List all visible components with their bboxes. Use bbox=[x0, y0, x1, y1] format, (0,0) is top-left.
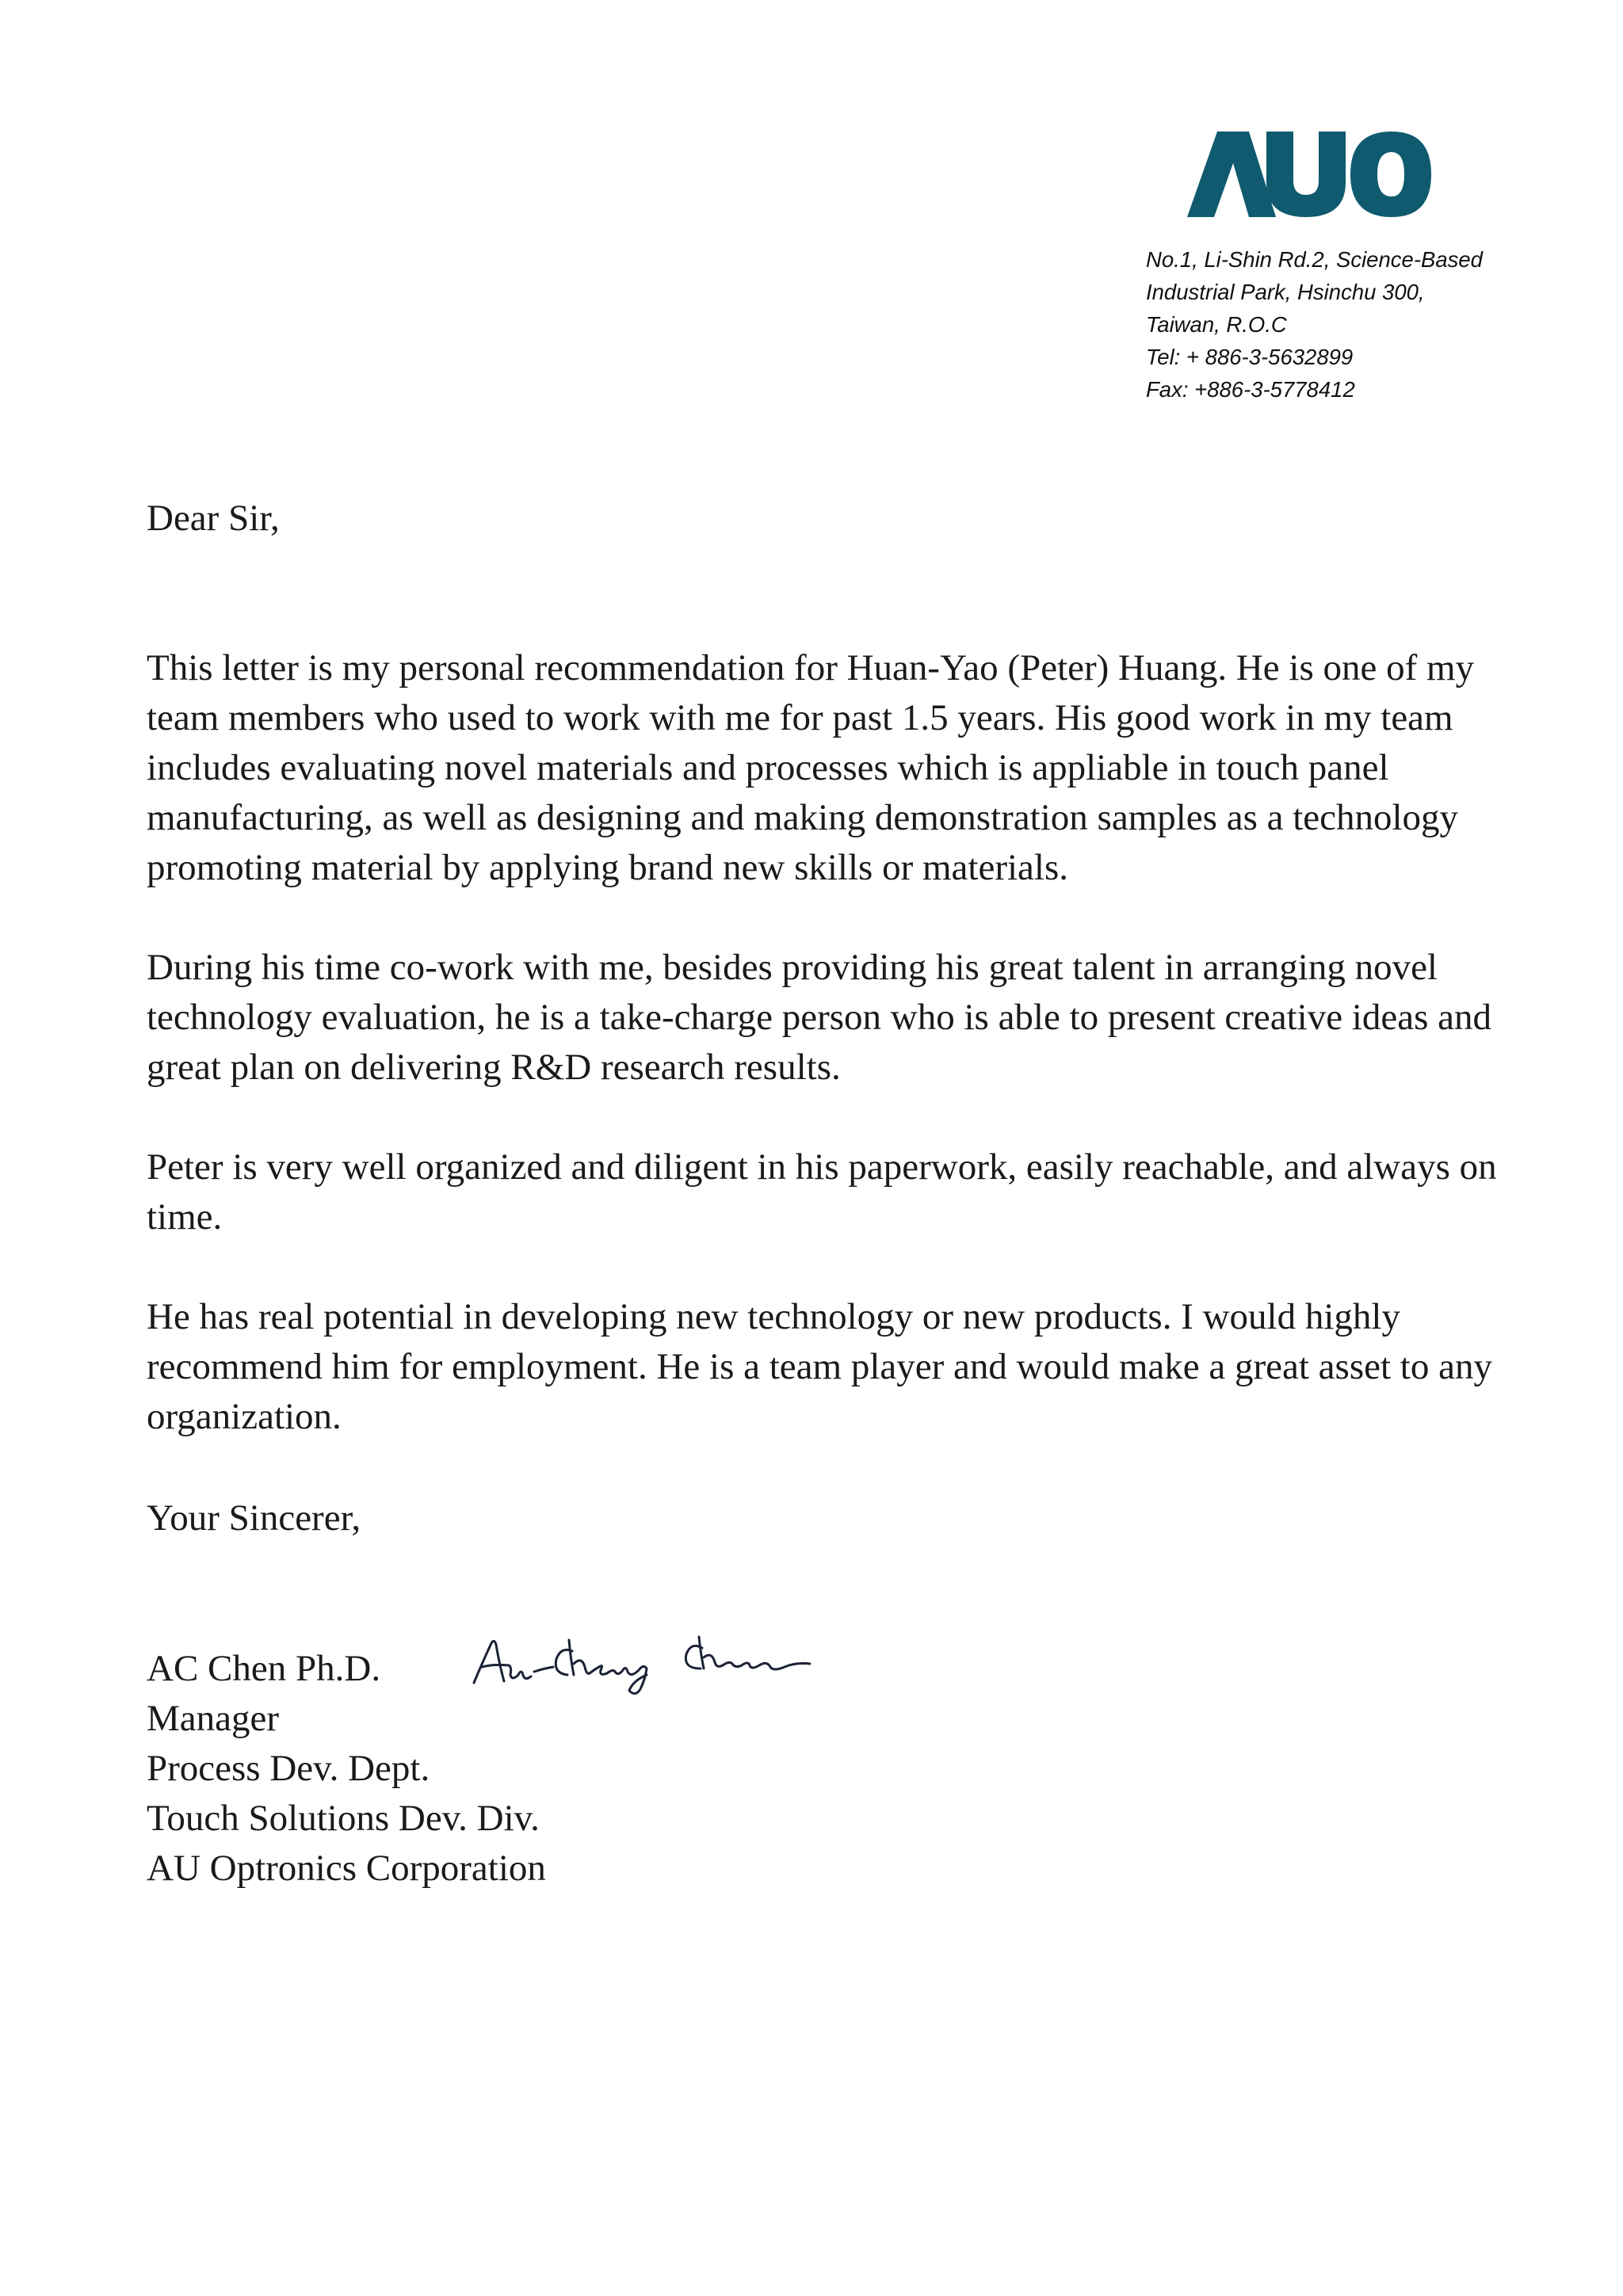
body-line: During his time co-work with me, besides providing his great talent in arranging novel bbox=[147, 947, 1438, 988]
paragraph-recommendation bbox=[147, 643, 1494, 893]
body-line: He has real potential in developing new technology or new products. I would highly bbox=[147, 1296, 1400, 1337]
body-line: manufacturing, as well as designing and making demonstration samples as a technology bbox=[147, 797, 1459, 838]
auo-logo bbox=[1187, 132, 1431, 217]
letter-body bbox=[147, 643, 1497, 1492]
paragraph-cowork bbox=[147, 943, 1494, 1093]
signer-name: AC Chen Ph.D. bbox=[147, 1648, 381, 1689]
address-line: Taiwan, R.O.C bbox=[1146, 312, 1287, 337]
body-line: great plan on delivering R&D research results. bbox=[147, 1047, 841, 1088]
fax-line: Fax: +886-3-5778412 bbox=[1146, 377, 1355, 402]
body-line: time. bbox=[147, 1196, 223, 1238]
body-line: promoting material by applying brand new skills or materials. bbox=[147, 847, 1068, 888]
body-line: recommend him for employment. He is a team player and would make a great asset to any bbox=[147, 1346, 1492, 1387]
company-address bbox=[1146, 243, 1590, 406]
body-line: includes evaluating novel materials and processes which is appliable in touch panel bbox=[147, 747, 1389, 788]
body-line: Peter is very well organized and diligent in his paperwork, easily reachable, and always on bbox=[147, 1146, 1497, 1188]
signer-company: AU Optronics Corporation bbox=[147, 1848, 546, 1889]
body-line: technology evaluation, he is a take-charge person who is able to present creative ideas and bbox=[147, 997, 1492, 1038]
body-line: This letter is my personal recommendation for Huan-Yao (Peter) Huang. He is one of my bbox=[147, 647, 1475, 688]
closing: Your Sincerer, bbox=[147, 1497, 361, 1539]
telephone-line: Tel: + 886-3-5632899 bbox=[1146, 345, 1354, 369]
greeting: Dear Sir, bbox=[147, 498, 280, 539]
handwritten-signature bbox=[471, 1632, 819, 1703]
signer-department: Process Dev. Dept. bbox=[147, 1748, 430, 1789]
paragraph-organized bbox=[147, 1142, 1497, 1242]
body-line: team members who used to work with me for past 1.5 years. His good work in my team bbox=[147, 697, 1453, 738]
address-line: Industrial Park, Hsinchu 300, bbox=[1146, 280, 1425, 304]
paragraph-potential bbox=[147, 1292, 1494, 1442]
body-line: organization. bbox=[147, 1396, 342, 1437]
signer-division: Touch Solutions Dev. Div. bbox=[147, 1798, 540, 1839]
signer-title: Manager bbox=[147, 1698, 280, 1739]
address-line: No.1, Li-Shin Rd.2, Science-Based bbox=[1146, 247, 1483, 272]
